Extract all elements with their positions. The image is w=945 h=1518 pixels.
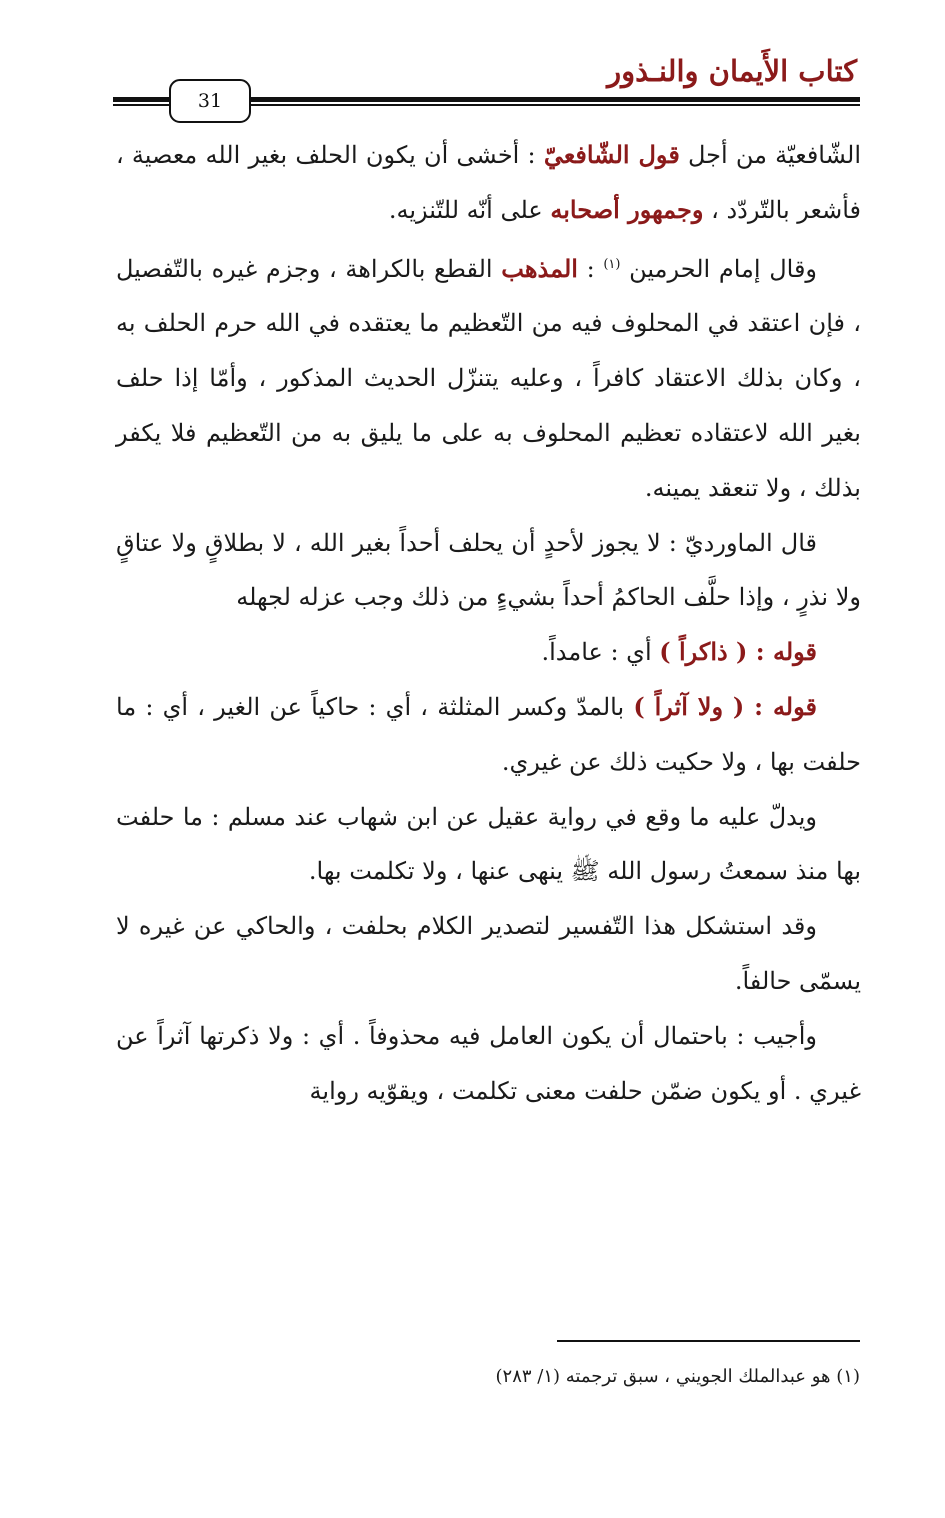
paragraph: ويدلّ عليه ما وقع في رواية عقيل عن ابن شهاب عند مسلم : ما حلفت بها منذ سمعتُ رسول الله ﷺ ينهى عنها ، ولا تكلمت بها.: [116, 802, 861, 886]
paragraph: وقد استشكل هذا التّفسير لتصدير الكلام بحلفت ، والحاكي عن غيره لا يسمّى حالفاً.: [116, 912, 861, 995]
book-title: كتاب الأَيمان والنـذور: [607, 54, 857, 88]
footnote-separator: [557, 1340, 860, 1342]
highlighted-term: المذهب: [501, 253, 578, 283]
text-run: القطع بالكراهة ، وجزم غيره بالتّفصيل ، فإن اعتقد في المحلوف فيه من التّعظيم ما يعتقده في الله حرم الحلف به ، وكان بذلك الاعتقاد كافراً ، وعليه يتنزّل الحديث المذكور ، وأمّا إذا حلف بغير الله لاعتقاده تعظيم المحلوف به على ما يليق به من التّعظيم فلا يكفر بذلك ، ولا تنعقد يمينه.: [116, 254, 861, 502]
paragraph: قال الماورديّ : لا يجوز لأحدٍ أن يحلف أحداً بغير الله ، لا بطلاقٍ ولا عتاقٍ ولا نذرٍ ، وإذا حلَّف الحاكمُ أحداً بشيءٍ من ذلك وجب عزله لجهله: [116, 528, 861, 612]
page-number: 31: [169, 79, 251, 123]
highlighted-term: قوله : ( ولا آثراً ): [633, 691, 817, 721]
text-run: الشّافعيّة من أجل: [679, 141, 862, 169]
paragraph: [116, 680, 861, 790]
text-run: :: [577, 254, 604, 283]
paragraph: [116, 625, 861, 680]
footnote-reference[interactable]: (١): [603, 256, 621, 272]
paragraph: [116, 128, 861, 238]
text-run: بالمدّ وكسر المثلثة ، أي : حاكياً عن الغير ، أي : ما حلفت بها ، ولا حكيت ذلك عن غيري.: [116, 692, 861, 776]
highlighted-term: قوله : ( ذاكراً ): [659, 637, 817, 667]
highlighted-term: وجمهور أصحابه: [550, 194, 704, 224]
text-run: على أنّه للتّنزيه.: [388, 195, 551, 224]
text-run: : أخشى أن يكون الحلف بغير الله معصية ، فأشعر بالتّردّد ،: [116, 141, 861, 224]
paragraph: وأجيب : باحتمال أن يكون العامل فيه محذوفاً . أي : ولا ذكرتها آثراً عن غيري . أو يكون ضمّن حلفت معنى تكلمت ، ويقوّيه رواية: [116, 1021, 861, 1105]
text-run: أي : عامداً.: [541, 638, 660, 667]
paragraph: [116, 238, 861, 516]
text-run: وقال إمام الحرمين: [620, 254, 818, 283]
footnote: (١) هو عبدالملك الجويني ، سبق ترجمته (١/ ٢٨٣): [495, 1366, 860, 1387]
highlighted-term: قول الشّافعيّ: [543, 140, 680, 169]
body-text: [116, 128, 861, 1118]
